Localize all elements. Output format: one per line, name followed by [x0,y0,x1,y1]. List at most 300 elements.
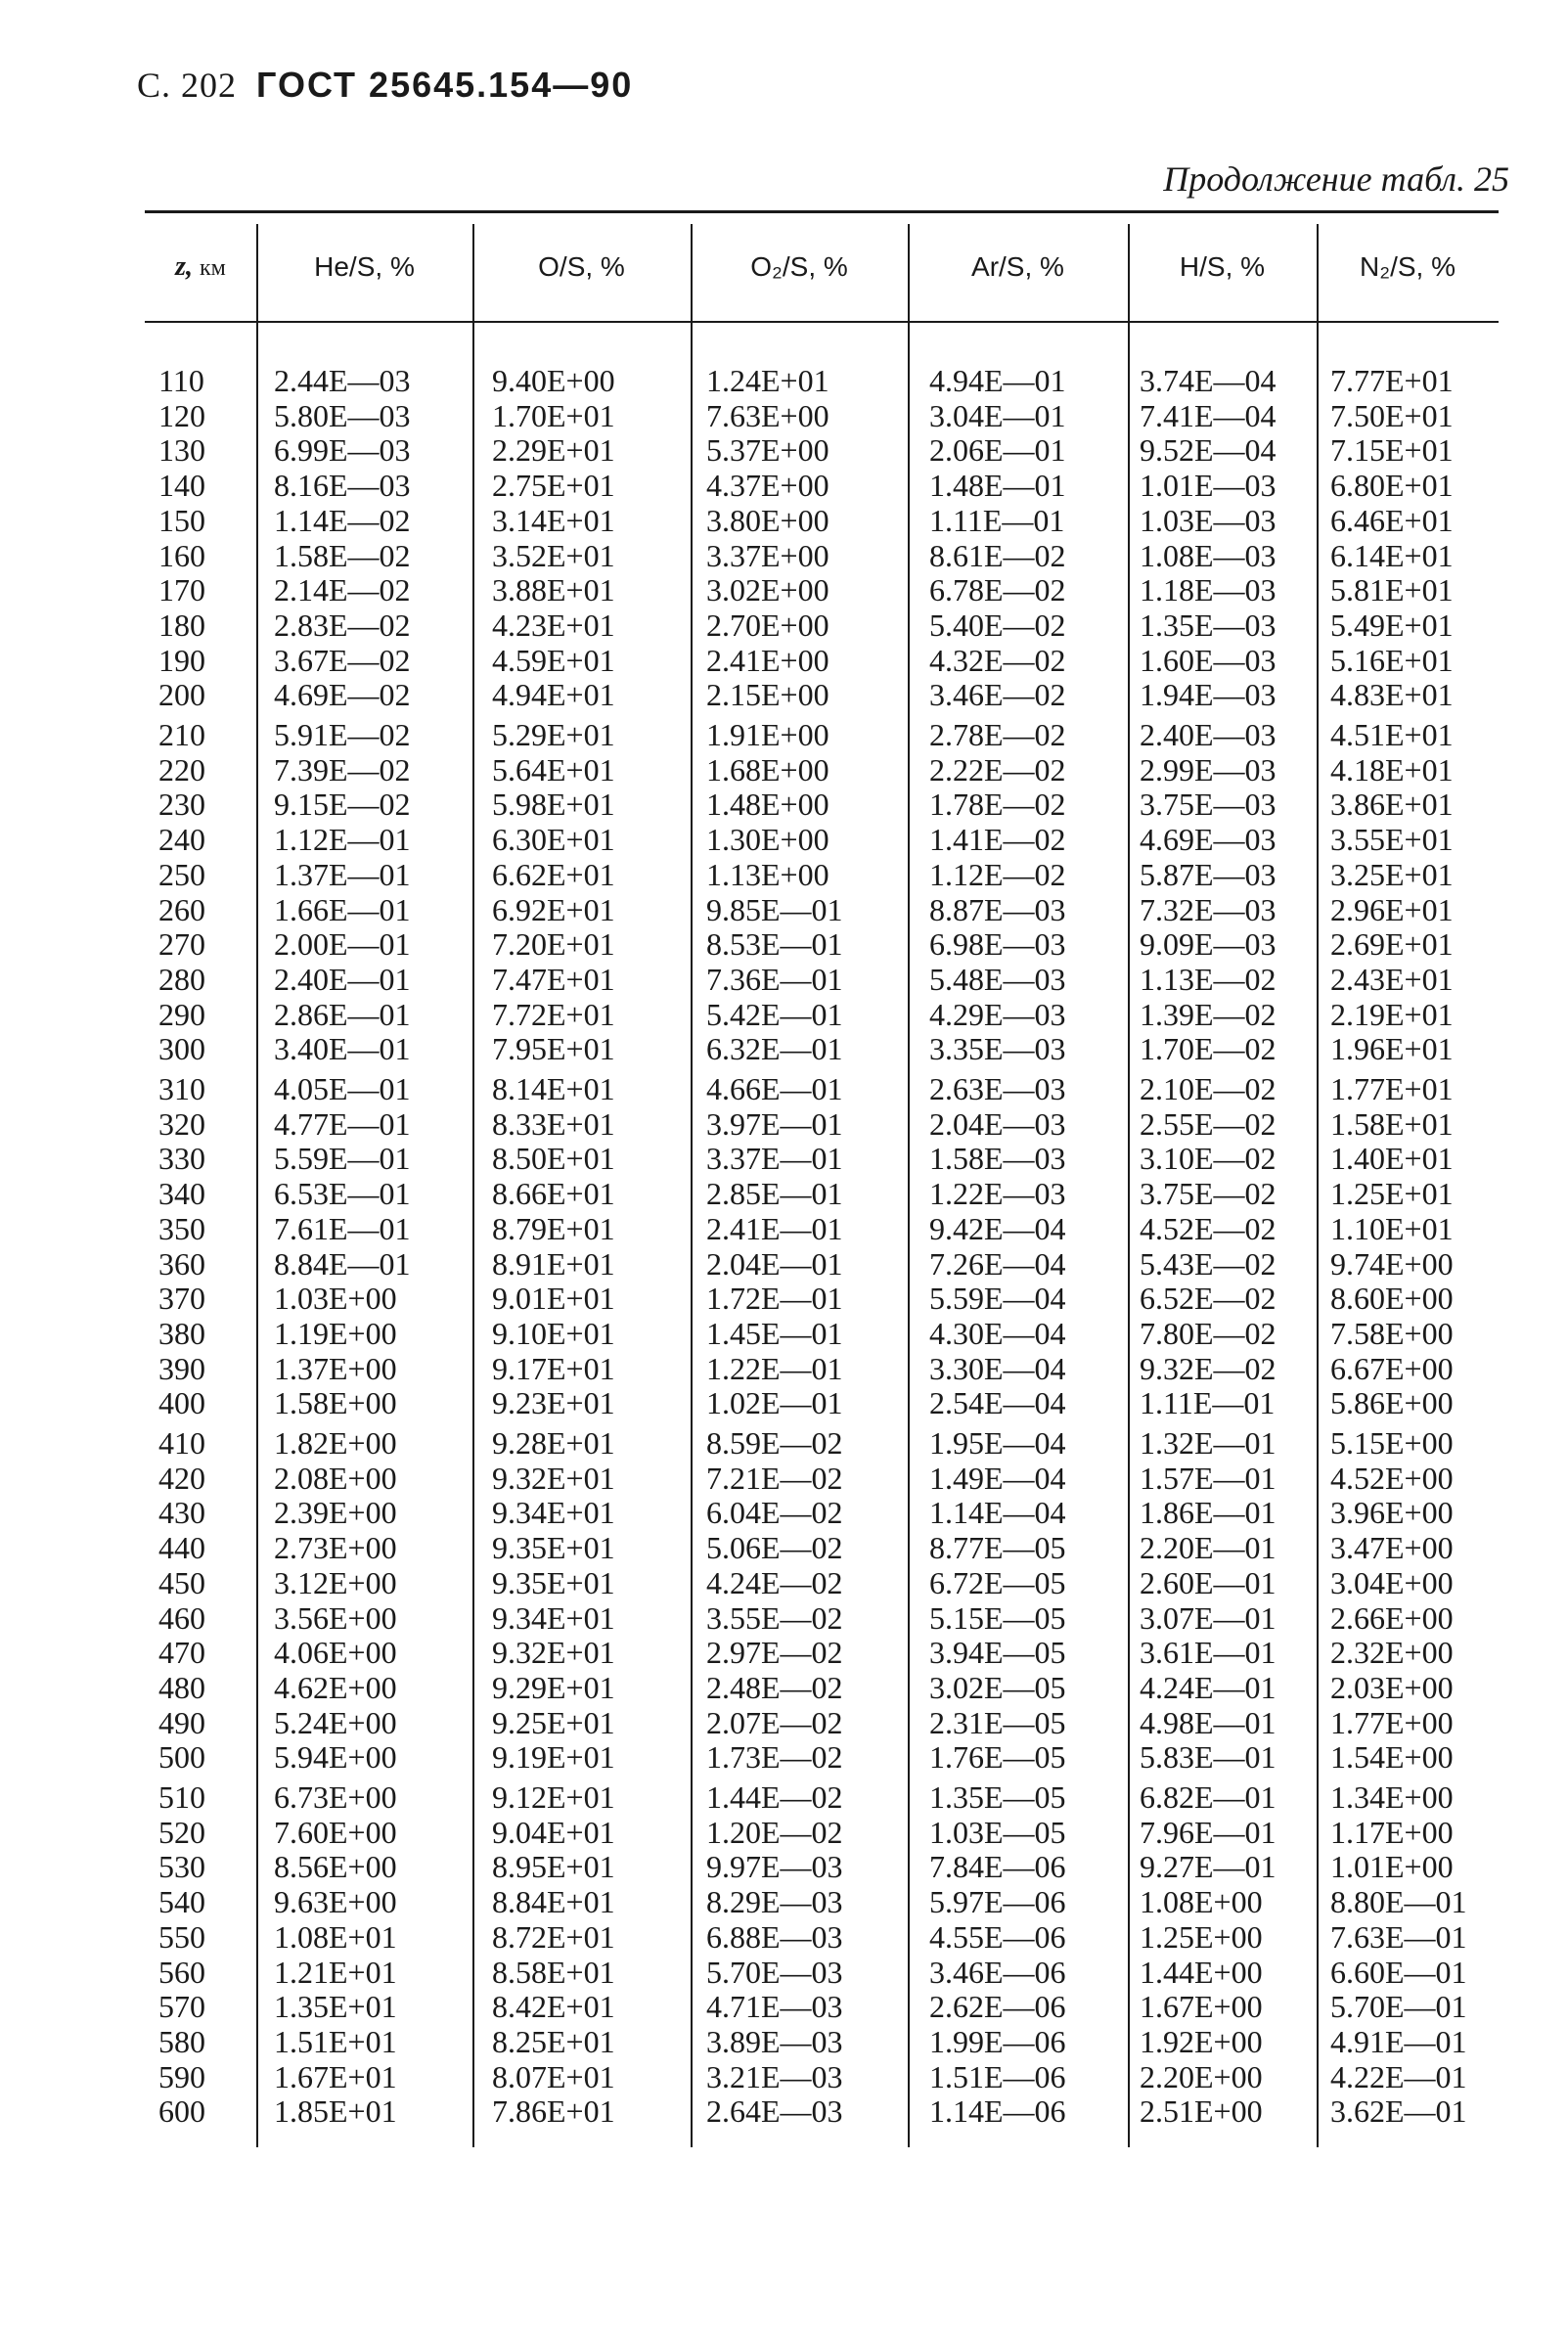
value-cell: 2.41E—01 [706,1210,843,1246]
value-cell: 1.45E—01 [706,1315,843,1351]
altitude-cell: 440 [158,1530,205,1566]
value-cell: 1.17E+00 [1330,1814,1454,1850]
value-cell: 2.22E—02 [929,751,1066,788]
value-cell: 9.97E—03 [706,1849,843,1885]
page-number: С. 202 [137,66,238,105]
value-cell: 2.29E+01 [492,432,615,469]
value-cell: 1.01E+00 [1330,1849,1454,1885]
value-cell: 9.19E+01 [492,1739,615,1776]
value-cell: 2.62E—06 [929,1989,1066,2025]
value-cell: 5.91E—02 [274,717,411,752]
value-cell: 1.39E—02 [1140,996,1277,1032]
value-cell: 6.72E—05 [929,1564,1066,1600]
value-cell: 2.15E+00 [706,677,829,713]
value-cell: 4.59E+01 [492,642,615,678]
value-cell: 9.32E+01 [492,1635,615,1671]
value-cell: 3.62E—01 [1330,2093,1467,2130]
value-cell: 1.85E+01 [274,2093,397,2130]
value-cell: 2.86E—01 [274,996,411,1032]
value-cell: 8.66E+01 [492,1176,615,1212]
value-cell: 9.01E+01 [492,1281,615,1317]
column-divider [1128,224,1130,2147]
value-cell: 2.55E—02 [1140,1105,1277,1142]
value-cell: 8.53E—01 [706,926,843,963]
value-cell: 3.46E—06 [929,1954,1066,1990]
value-cell: 8.50E+01 [492,1141,615,1177]
value-cell: 4.06E+00 [274,1635,397,1671]
value-cell: 7.80E—02 [1140,1315,1277,1351]
value-cell: 1.41E—02 [929,822,1066,858]
value-cell: 9.27E—01 [1140,1849,1277,1885]
value-cell: 4.91E—01 [1330,2023,1467,2059]
value-cell: 1.77E+00 [1330,1704,1454,1740]
value-cell: 1.02E—01 [706,1385,843,1421]
value-cell: 5.37E+00 [706,432,829,469]
value-cell: 1.73E—02 [706,1739,843,1776]
value-cell: 2.20E+00 [1140,2058,1263,2094]
value-cell: 8.58E+01 [492,1954,615,1990]
value-cell: 2.43E+01 [1330,961,1454,997]
value-cell: 9.23E+01 [492,1385,615,1421]
altitude-cell: 380 [158,1315,205,1351]
value-cell: 3.86E+01 [1330,787,1454,823]
value-cell: 2.39E+00 [274,1495,397,1531]
column-header: He/S, % [314,251,415,282]
value-cell: 4.24E—01 [1140,1669,1277,1705]
value-cell: 1.03E+00 [274,1281,397,1317]
value-cell: 1.30E+00 [706,822,829,858]
value-cell: 2.40E—01 [274,961,411,997]
value-cell: 2.96E+01 [1330,891,1454,927]
value-cell: 9.34E+01 [492,1495,615,1531]
altitude-cell: 590 [158,2058,205,2094]
value-cell: 5.40E—02 [929,607,1066,643]
value-cell: 4.32E—02 [929,642,1066,678]
value-cell: 2.48E—02 [706,1669,843,1705]
value-cell: 2.06E—01 [929,432,1066,469]
value-cell: 8.33E+01 [492,1105,615,1142]
value-cell: 2.99E—03 [1140,751,1277,788]
altitude-cell: 160 [158,537,205,573]
altitude-cell: 350 [158,1210,205,1246]
value-cell: 1.60E—03 [1140,642,1277,678]
altitude-cell: 500 [158,1739,205,1776]
value-cell: 3.04E+00 [1330,1564,1454,1600]
value-cell: 7.36E—01 [706,961,843,997]
value-cell: 9.35E+01 [492,1530,615,1566]
value-cell: 5.59E—01 [274,1141,411,1177]
value-cell: 1.01E—03 [1140,468,1277,504]
value-cell: 1.19E+00 [274,1315,397,1351]
value-cell: 3.30E—04 [929,1350,1066,1386]
value-cell: 3.55E—02 [706,1599,843,1636]
value-cell: 4.69E—03 [1140,822,1277,858]
value-cell: 3.12E+00 [274,1564,397,1600]
value-cell: 8.16E—03 [274,468,411,504]
value-cell: 1.08E—03 [1140,537,1277,573]
altitude-cell: 330 [158,1141,205,1177]
value-cell: 7.39E—02 [274,751,411,788]
value-cell: 1.72E—01 [706,1281,843,1317]
column-divider [472,224,474,2147]
value-cell: 1.96E+01 [1330,1031,1454,1067]
value-cell: 6.32E—01 [706,1031,843,1067]
value-cell: 9.32E—02 [1140,1350,1277,1386]
altitude-cell: 120 [158,397,205,433]
value-cell: 1.99E—06 [929,2023,1066,2059]
value-cell: 4.22E—01 [1330,2058,1467,2094]
value-cell: 6.88E—03 [706,1918,843,1955]
value-cell: 2.03E+00 [1330,1669,1454,1705]
value-cell: 8.60E+00 [1330,1281,1454,1317]
value-cell: 1.25E+00 [1140,1918,1263,1955]
value-cell: 9.12E+01 [492,1779,615,1815]
altitude-cell: 370 [158,1281,205,1317]
altitude-cell: 290 [158,996,205,1032]
value-cell: 2.00E—01 [274,926,411,963]
value-cell: 5.15E+00 [1330,1425,1454,1461]
value-cell: 1.11E—01 [929,502,1065,538]
value-cell: 6.80E+01 [1330,468,1454,504]
value-cell: 3.10E—02 [1140,1141,1277,1177]
value-cell: 1.82E+00 [274,1425,397,1461]
value-cell: 9.15E—02 [274,787,411,823]
value-cell: 9.74E+00 [1330,1245,1454,1282]
value-cell: 8.42E+01 [492,1989,615,2025]
value-cell: 5.81E+01 [1330,572,1454,608]
value-cell: 9.04E+01 [492,1814,615,1850]
value-cell: 1.25E+01 [1330,1176,1454,1212]
value-cell: 2.32E+00 [1330,1635,1454,1671]
value-cell: 1.68E+00 [706,751,829,788]
value-cell: 1.78E—02 [929,787,1066,823]
value-cell: 8.87E—03 [929,891,1066,927]
value-cell: 1.49E—04 [929,1460,1066,1496]
value-cell: 8.14E+01 [492,1071,615,1106]
value-cell: 1.58E—02 [274,537,411,573]
value-cell: 3.04E—01 [929,397,1066,433]
value-cell: 8.61E—02 [929,537,1066,573]
value-cell: 2.08E+00 [274,1460,397,1496]
value-cell: 1.48E—01 [929,468,1066,504]
value-cell: 1.24E+01 [706,363,829,398]
altitude-cell: 450 [158,1564,205,1600]
value-cell: 6.82E—01 [1140,1779,1277,1815]
value-cell: 1.92E+00 [1140,2023,1263,2059]
value-cell: 6.78E—02 [929,572,1066,608]
value-cell: 1.76E—05 [929,1739,1066,1776]
value-cell: 6.73E+00 [274,1779,397,1815]
value-cell: 2.20E—01 [1140,1530,1277,1566]
altitude-cell: 460 [158,1599,205,1636]
altitude-cell: 540 [158,1884,205,1920]
value-cell: 1.58E+01 [1330,1105,1454,1142]
value-cell: 6.46E+01 [1330,502,1454,538]
value-cell: 1.35E—03 [1140,607,1277,643]
value-cell: 1.66E—01 [274,891,411,927]
altitude-cell: 320 [158,1105,205,1142]
value-cell: 8.29E—03 [706,1884,843,1920]
value-cell: 6.52E—02 [1140,1281,1277,1317]
value-cell: 2.85E—01 [706,1176,843,1212]
value-cell: 2.40E—03 [1140,717,1277,752]
value-cell: 4.52E+00 [1330,1460,1454,1496]
value-cell: 2.10E—02 [1140,1071,1277,1106]
altitude-cell: 190 [158,642,205,678]
value-cell: 3.40E—01 [274,1031,411,1067]
value-cell: 3.37E—01 [706,1141,843,1177]
altitude-cell: 130 [158,432,205,469]
value-cell: 1.51E+01 [274,2023,397,2059]
value-cell: 9.34E+01 [492,1599,615,1636]
value-cell: 9.10E+01 [492,1315,615,1351]
altitude-cell: 230 [158,787,205,823]
value-cell: 1.03E—05 [929,1814,1066,1850]
value-cell: 2.63E—03 [929,1071,1066,1106]
value-cell: 5.87E—03 [1140,856,1277,892]
value-cell: 1.94E—03 [1140,677,1277,713]
value-cell: 3.61E—01 [1140,1635,1277,1671]
altitude-cell: 110 [158,363,204,398]
value-cell: 7.84E—06 [929,1849,1066,1885]
value-cell: 3.56E+00 [274,1599,397,1636]
table-continuation-label: Продолжение табл. 25 [1163,159,1509,199]
value-cell: 7.47E+01 [492,961,615,997]
value-cell: 8.84E+01 [492,1884,615,1920]
value-cell: 9.09E—03 [1140,926,1277,963]
value-cell: 1.44E+00 [1140,1954,1263,1990]
value-cell: 1.35E+01 [274,1989,397,2025]
altitude-cell: 170 [158,572,205,608]
value-cell: 1.51E—06 [929,2058,1066,2094]
value-cell: 7.61E—01 [274,1210,411,1246]
value-cell: 9.40E+00 [492,363,615,398]
value-cell: 7.21E—02 [706,1460,843,1496]
column-header: Ar/S, % [971,251,1064,282]
z-symbol: z, [175,251,194,282]
value-cell: 1.08E+01 [274,1918,397,1955]
value-cell: 3.46E—02 [929,677,1066,713]
value-cell: 3.02E—05 [929,1669,1066,1705]
value-cell: 2.04E—01 [706,1245,843,1282]
value-cell: 2.60E—01 [1140,1564,1277,1600]
value-cell: 6.99E—03 [274,432,411,469]
altitude-cell: 210 [158,717,205,752]
value-cell: 7.96E—01 [1140,1814,1277,1850]
standard-number: ГОСТ 25645.154—90 [256,65,634,105]
value-cell: 5.43E—02 [1140,1245,1277,1282]
value-cell: 9.42E—04 [929,1210,1066,1246]
value-cell: 7.20E+01 [492,926,615,963]
value-cell: 1.70E—02 [1140,1031,1277,1067]
value-cell: 3.74E—04 [1140,363,1277,398]
value-cell: 1.91E+00 [706,717,829,752]
value-cell: 4.66E—01 [706,1071,843,1106]
value-cell: 1.12E—02 [929,856,1066,892]
column-header-z [145,251,256,283]
value-cell: 3.89E—03 [706,2023,843,2059]
value-cell: 1.67E+01 [274,2058,397,2094]
altitude-cell: 250 [158,856,205,892]
value-cell: 9.28E+01 [492,1425,615,1461]
value-cell: 9.63E+00 [274,1884,397,1920]
value-cell: 8.59E—02 [706,1425,843,1461]
value-cell: 3.52E+01 [492,537,615,573]
value-cell: 2.97E—02 [706,1635,843,1671]
value-cell: 5.86E+00 [1330,1385,1454,1421]
column-header: H/S, % [1179,251,1266,282]
altitude-cell: 490 [158,1704,205,1740]
value-cell: 5.70E—03 [706,1954,843,1990]
value-cell: 5.98E+01 [492,787,615,823]
value-cell: 1.77E+01 [1330,1071,1454,1106]
value-cell: 7.41E—04 [1140,397,1277,433]
value-cell: 6.60E—01 [1330,1954,1467,1990]
value-cell: 3.35E—03 [929,1031,1066,1067]
altitude-cell: 570 [158,1989,205,2025]
altitude-cell: 430 [158,1495,205,1531]
value-cell: 1.32E—01 [1140,1425,1277,1461]
value-cell: 3.88E+01 [492,572,615,608]
value-cell: 8.07E+01 [492,2058,615,2094]
value-cell: 5.15E—05 [929,1599,1066,1636]
altitude-cell: 140 [158,468,205,504]
data-table [145,210,1499,2147]
value-cell: 3.96E+00 [1330,1495,1454,1531]
value-cell: 4.37E+00 [706,468,829,504]
value-cell: 2.07E—02 [706,1704,843,1740]
value-cell: 1.70E+01 [492,397,615,433]
value-cell: 7.60E+00 [274,1814,397,1850]
altitude-cell: 200 [158,677,205,713]
value-cell: 1.13E—02 [1140,961,1277,997]
column-divider [908,224,910,2147]
value-cell: 1.37E—01 [274,856,411,892]
value-cell: 8.95E+01 [492,1849,615,1885]
value-cell: 1.22E—01 [706,1350,843,1386]
value-cell: 3.25E+01 [1330,856,1454,892]
altitude-cell: 360 [158,1245,205,1282]
value-cell: 3.47E+00 [1330,1530,1454,1566]
value-cell: 8.91E+01 [492,1245,615,1282]
value-cell: 1.12E—01 [274,822,411,858]
value-cell: 2.78E—02 [929,717,1066,752]
column-divider [1317,224,1319,2147]
value-cell: 9.52E—04 [1140,432,1277,469]
value-cell: 6.62E+01 [492,856,615,892]
value-cell: 4.62E+00 [274,1669,397,1705]
value-cell: 4.71E—03 [706,1989,843,2025]
value-cell: 2.31E—05 [929,1704,1066,1740]
value-cell: 3.94E—05 [929,1635,1066,1671]
value-cell: 5.49E+01 [1330,607,1454,643]
value-cell: 5.24E+00 [274,1704,397,1740]
value-cell: 3.67E—02 [274,642,411,678]
value-cell: 5.83E—01 [1140,1739,1277,1776]
value-cell: 1.21E+01 [274,1954,397,1990]
value-cell: 9.85E—01 [706,891,843,927]
value-cell: 5.64E+01 [492,751,615,788]
value-cell: 9.29E+01 [492,1669,615,1705]
value-cell: 7.58E+00 [1330,1315,1454,1351]
value-cell: 1.95E—04 [929,1425,1066,1461]
value-cell: 2.64E—03 [706,2093,843,2130]
value-cell: 2.51E+00 [1140,2093,1263,2130]
altitude-cell: 280 [158,961,205,997]
value-cell: 1.48E+00 [706,787,829,823]
altitude-cell: 400 [158,1385,205,1421]
value-cell: 1.44E—02 [706,1779,843,1815]
value-cell: 1.54E+00 [1330,1739,1454,1776]
value-cell: 2.14E—02 [274,572,411,608]
column-header: O₂/S, % [750,251,848,282]
altitude-cell: 220 [158,751,205,788]
value-cell: 9.32E+01 [492,1460,615,1496]
value-cell: 7.72E+01 [492,996,615,1032]
value-cell: 3.14E+01 [492,502,615,538]
value-cell: 3.07E—01 [1140,1599,1277,1636]
value-cell: 4.98E—01 [1140,1704,1277,1740]
value-cell: 4.77E—01 [274,1105,411,1142]
value-cell: 3.75E—02 [1140,1176,1277,1212]
altitude-cell: 260 [158,891,205,927]
table-top-rule [145,210,1499,213]
value-cell: 2.41E+00 [706,642,829,678]
altitude-cell: 480 [158,1669,205,1705]
value-cell: 3.21E—03 [706,2058,843,2094]
value-cell: 1.58E—03 [929,1141,1066,1177]
value-cell: 1.10E+01 [1330,1210,1454,1246]
value-cell: 3.55E+01 [1330,822,1454,858]
value-cell: 7.15E+01 [1330,432,1454,469]
value-cell: 5.16E+01 [1330,642,1454,678]
value-cell: 9.35E+01 [492,1564,615,1600]
value-cell: 3.02E+00 [706,572,829,608]
value-cell: 4.24E—02 [706,1564,843,1600]
value-cell: 8.72E+01 [492,1918,615,1955]
value-cell: 1.22E—03 [929,1176,1066,1212]
altitude-cell: 550 [158,1918,205,1955]
value-cell: 6.53E—01 [274,1176,411,1212]
value-cell: 1.37E+00 [274,1350,397,1386]
value-cell: 8.77E—05 [929,1530,1066,1566]
value-cell: 2.70E+00 [706,607,829,643]
value-cell: 9.17E+01 [492,1350,615,1386]
value-cell: 7.95E+01 [492,1031,615,1067]
value-cell: 3.37E+00 [706,537,829,573]
value-cell: 2.73E+00 [274,1530,397,1566]
altitude-cell: 410 [158,1425,205,1461]
value-cell: 4.05E—01 [274,1071,411,1106]
value-cell: 8.25E+01 [492,2023,615,2059]
value-cell: 6.04E—02 [706,1495,843,1531]
altitude-cell: 180 [158,607,205,643]
value-cell: 6.30E+01 [492,822,615,858]
value-cell: 2.69E+01 [1330,926,1454,963]
value-cell: 5.94E+00 [274,1739,397,1776]
z-unit: км [200,255,226,281]
altitude-cell: 520 [158,1814,205,1850]
value-cell: 3.97E—01 [706,1105,843,1142]
altitude-cell: 310 [158,1071,205,1106]
value-cell: 1.57E—01 [1140,1460,1277,1496]
value-cell: 9.25E+01 [492,1704,615,1740]
value-cell: 7.63E—01 [1330,1918,1467,1955]
column-header: N₂/S, % [1360,251,1456,282]
column-divider [691,224,693,2147]
value-cell: 1.18E—03 [1140,572,1277,608]
value-cell: 4.51E+01 [1330,717,1454,752]
